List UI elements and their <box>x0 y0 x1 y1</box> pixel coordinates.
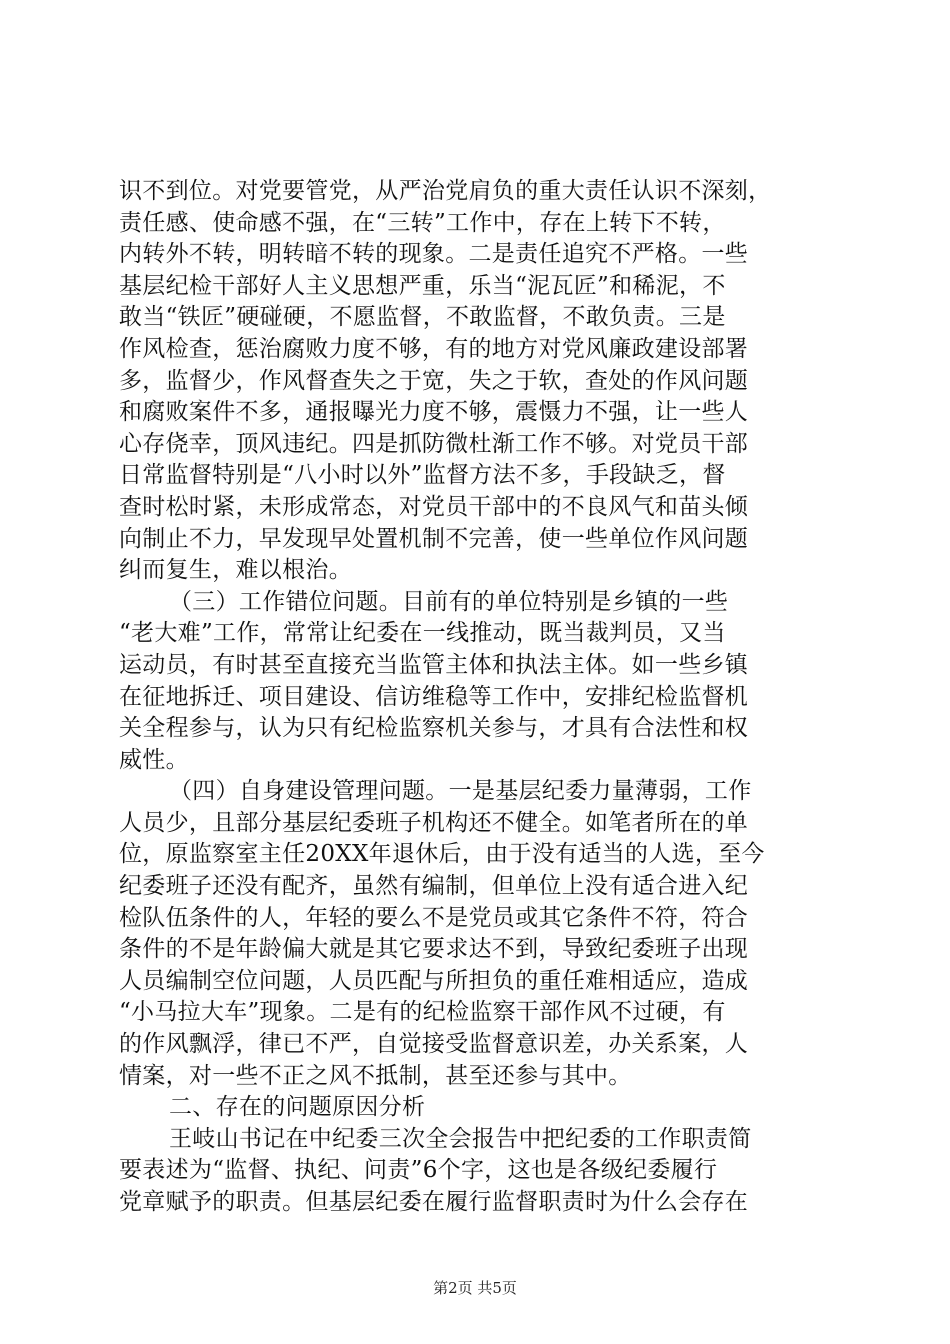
text-line: 作风检查，惩治腐败力度不够，有的地方对党风廉政建设部署 <box>119 335 749 362</box>
text-line: 运动员，有时甚至直接充当监管主体和执法主体。如一些乡镇 <box>119 651 749 678</box>
text-line: 查时松时紧，未形成常态，对党员干部中的不良风气和苗头倾 <box>119 493 749 520</box>
text-line: 的作风飘浮，律已不严，自觉接受监督意识差，办关系案，人 <box>119 1031 749 1058</box>
text-line: 人员编制空位问题，人员匹配与所担负的重任难相适应，造成 <box>119 967 749 994</box>
text-line: 纠而复生，难以根治。 <box>119 557 352 584</box>
text-line: 识不到位。对党要管党，从严治党肩负的重大责任认识不深刻， <box>119 178 772 204</box>
text-line: 在征地拆迁、项目建设、信访维稳等工作中，安排纪检监督机 <box>119 683 749 710</box>
text-line: 日常监督特别是“八小时以外”监督方法不多，手段缺乏，督 <box>119 462 726 489</box>
paragraph-first-line: 王岐山书记在中纪委三次全会报告中把纪委的工作职责简 <box>169 1125 752 1152</box>
text-line: 要表述为“监督、执纪、问责”6个字，这也是各级纪委履行 <box>119 1157 718 1184</box>
section-heading: 二、存在的问题原因分析 <box>169 1094 426 1121</box>
document-body <box>119 176 831 1219</box>
text-line: 关全程参与，认为只有纪检监察机关参与，才具有合法性和权 <box>119 715 749 742</box>
text-line: “老大难”工作，常常让纪委在一线推动，既当裁判员，又当 <box>119 620 726 647</box>
text-line: 责任感、使命感不强，在“三转”工作中，存在上转下不转， <box>119 209 726 236</box>
text-line: 位，原监察室主任20XX年退休后，由于没有适当的人选，至今 <box>119 841 765 868</box>
text-line: 纪委班子还没有配齐，虽然有编制，但单位上没有适合进入纪 <box>119 873 749 900</box>
text-line: 内转外不转，明转暗不转的现象。二是责任追究不严格。一些 <box>119 241 749 268</box>
text-line: 威性。 <box>119 746 189 773</box>
section-heading-line: （四）自身建设管理问题。一是基层纪委力量薄弱，工作 <box>169 778 752 805</box>
text-line: 敢当“铁匠”硬碰硬，不愿监督，不敢监督，不敢负责。三是 <box>119 304 726 331</box>
text-line: 向制止不力，早发现早处置机制不完善，使一些单位作风问题 <box>119 525 749 552</box>
text-line: 多，监督少，作风督查失之于宽，失之于软，查处的作风问题 <box>119 367 749 394</box>
section-heading-line: （三）工作错位问题。目前有的单位特别是乡镇的一些 <box>169 588 729 615</box>
text-line: 心存侥幸，顶风违纪。四是抓防微杜渐工作不够。对党员干部 <box>119 430 749 457</box>
text-line: 条件的不是年龄偏大就是其它要求达不到，导致纪委班子出现 <box>119 936 749 963</box>
text-line: 党章赋予的职责。但基层纪委在履行监督职责时为什么会存在 <box>119 1189 749 1215</box>
text-line: 检队伍条件的人，年轻的要么不是党员或其它条件不符，符合 <box>119 904 749 931</box>
text-line: 基层纪检干部好人主义思想严重，乐当“泥瓦匠”和稀泥，不 <box>119 272 726 299</box>
text-line: “小马拉大车”现象。二是有的纪检监察干部作风不过硬，有 <box>119 999 726 1026</box>
page-number-footer: 第2页 共5页 <box>433 1279 517 1297</box>
text-line: 人员少，且部分基层纪委班子机构还不健全。如笔者所在的单 <box>119 809 749 836</box>
text-line: 情案，对一些不正之风不抵制，甚至还参与其中。 <box>119 1062 632 1089</box>
text-line: 和腐败案件不多，通报曝光力度不够，震慑力不强，让一些人 <box>119 399 749 426</box>
